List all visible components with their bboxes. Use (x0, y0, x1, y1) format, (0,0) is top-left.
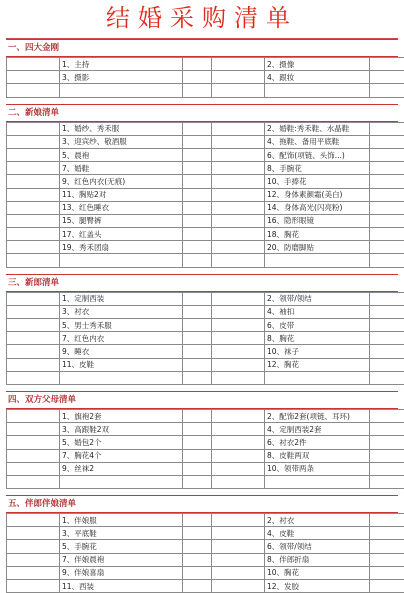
item-cell: 4、皮鞋 (265, 527, 370, 540)
empty-cell (7, 148, 60, 161)
empty-cell (183, 540, 212, 553)
empty-cell (370, 241, 404, 254)
item-cell (265, 371, 370, 384)
empty-cell (212, 175, 265, 188)
table-row (7, 540, 404, 553)
item-cell: 15、腿臀裤 (60, 214, 183, 227)
item-cell: 2、婚鞋:秀禾鞋、水晶鞋 (265, 122, 370, 135)
empty-cell (370, 540, 404, 553)
empty-cell (183, 580, 212, 593)
section-table (6, 409, 404, 489)
empty-cell (370, 228, 404, 241)
item-cell (60, 84, 183, 97)
item-cell (265, 254, 370, 267)
empty-cell (7, 540, 60, 553)
section-table (6, 513, 404, 593)
empty-cell (183, 84, 212, 97)
item-cell: 3、衬衣 (60, 305, 183, 318)
empty-cell (183, 345, 212, 358)
table-row (7, 527, 404, 540)
section-table (6, 292, 404, 385)
empty-cell (370, 475, 404, 488)
item-cell: 3、迎宾纱、敬酒服 (60, 135, 183, 148)
empty-cell (183, 436, 212, 449)
item-cell: 3、高跟鞋2双 (60, 423, 183, 436)
table-row (7, 84, 404, 97)
empty-cell (212, 254, 265, 267)
empty-cell (183, 475, 212, 488)
item-cell (60, 371, 183, 384)
empty-cell (7, 228, 60, 241)
table-row (7, 201, 404, 214)
table-row (7, 241, 404, 254)
item-cell: 4、定制西装2套 (265, 423, 370, 436)
empty-cell (212, 201, 265, 214)
item-cell: 12、发胶 (265, 580, 370, 593)
item-cell: 17、红盖头 (60, 228, 183, 241)
item-cell: 5、晨袍 (60, 148, 183, 161)
empty-cell (370, 122, 404, 135)
empty-cell (7, 319, 60, 332)
item-cell: 3、摄影 (60, 71, 183, 84)
table-row (7, 449, 404, 462)
empty-cell (370, 292, 404, 305)
item-cell: 4、袖扣 (265, 305, 370, 318)
item-cell: 9、丝袜2 (60, 462, 183, 475)
empty-cell (370, 423, 404, 436)
empty-cell (212, 188, 265, 201)
item-cell: 11、皮鞋 (60, 358, 183, 371)
empty-cell (370, 345, 404, 358)
empty-cell (183, 135, 212, 148)
empty-cell (370, 462, 404, 475)
empty-cell (370, 254, 404, 267)
empty-cell (212, 162, 265, 175)
empty-cell (183, 371, 212, 384)
section-heading: 一、四大金刚 (6, 39, 398, 57)
table-row (7, 214, 404, 227)
item-cell: 10、胸花 (265, 566, 370, 579)
empty-cell (183, 527, 212, 540)
empty-cell (7, 58, 60, 71)
empty-cell (183, 71, 212, 84)
section-heading: 二、新娘清单 (6, 104, 398, 122)
section-heading: 四、双方父母清单 (6, 391, 398, 409)
empty-cell (183, 228, 212, 241)
item-cell: 1、定制西装 (60, 292, 183, 305)
table-row (7, 358, 404, 371)
item-cell: 9、红色内衣(无痕) (60, 175, 183, 188)
empty-cell (212, 553, 265, 566)
empty-cell (7, 201, 60, 214)
empty-cell (183, 201, 212, 214)
empty-cell (370, 358, 404, 371)
empty-cell (183, 254, 212, 267)
item-cell: 7、红色内衣 (60, 332, 183, 345)
empty-cell (370, 553, 404, 566)
empty-cell (212, 135, 265, 148)
item-cell: 3、平底鞋 (60, 527, 183, 540)
empty-cell (183, 305, 212, 318)
empty-cell (7, 580, 60, 593)
empty-cell (7, 423, 60, 436)
empty-cell (7, 162, 60, 175)
table-row (7, 553, 404, 566)
item-cell: 6、皮带 (265, 319, 370, 332)
item-cell (265, 84, 370, 97)
item-cell: 7、胸花4个 (60, 449, 183, 462)
empty-cell (212, 332, 265, 345)
empty-cell (7, 371, 60, 384)
table-row (7, 148, 404, 161)
empty-cell (370, 162, 404, 175)
empty-cell (212, 58, 265, 71)
empty-cell (212, 580, 265, 593)
item-cell: 1、旗袍2套 (60, 409, 183, 422)
item-cell: 7、婚鞋 (60, 162, 183, 175)
table-row (7, 514, 404, 527)
empty-cell (7, 122, 60, 135)
item-cell: 11、胸贴2对 (60, 188, 183, 201)
item-cell: 10、手捧花 (265, 175, 370, 188)
empty-cell (370, 409, 404, 422)
empty-cell (183, 241, 212, 254)
empty-cell (212, 122, 265, 135)
empty-cell (212, 71, 265, 84)
empty-cell (370, 332, 404, 345)
section-table (6, 122, 404, 268)
table-row (7, 135, 404, 148)
empty-cell (212, 214, 265, 227)
item-cell: 2、衬衣 (265, 514, 370, 527)
empty-cell (183, 292, 212, 305)
empty-cell (183, 148, 212, 161)
empty-cell (7, 135, 60, 148)
empty-cell (7, 436, 60, 449)
empty-cell (370, 305, 404, 318)
empty-cell (212, 436, 265, 449)
section-heading: 五、伴郎伴娘清单 (6, 495, 398, 513)
empty-cell (370, 58, 404, 71)
item-cell: 4、拖鞋、备用平底鞋 (265, 135, 370, 148)
empty-cell (370, 449, 404, 462)
table-row (7, 475, 404, 488)
empty-cell (7, 332, 60, 345)
table-row (7, 188, 404, 201)
empty-cell (370, 71, 404, 84)
table-row (7, 423, 404, 436)
item-cell: 6、配饰(项链、头饰...) (265, 148, 370, 161)
empty-cell (212, 462, 265, 475)
empty-cell (183, 449, 212, 462)
item-cell: 1、婚纱、秀禾服 (60, 122, 183, 135)
empty-cell (7, 175, 60, 188)
empty-cell (370, 201, 404, 214)
empty-cell (7, 449, 60, 462)
empty-cell (183, 175, 212, 188)
empty-cell (7, 553, 60, 566)
empty-cell (7, 71, 60, 84)
empty-cell (212, 292, 265, 305)
page-title: 结婚采购清单 (6, 0, 398, 39)
empty-cell (7, 305, 60, 318)
empty-cell (212, 423, 265, 436)
empty-cell (212, 371, 265, 384)
item-cell: 11、西装 (60, 580, 183, 593)
item-cell: 10、领带两条 (265, 462, 370, 475)
section-table (6, 57, 404, 98)
empty-cell (212, 319, 265, 332)
item-cell: 6、衬衣2件 (265, 436, 370, 449)
item-cell: 13、红色睡衣 (60, 201, 183, 214)
item-cell (265, 475, 370, 488)
empty-cell (212, 358, 265, 371)
table-row (7, 409, 404, 422)
empty-cell (183, 214, 212, 227)
item-cell: 2、配饰2套(项链、耳环) (265, 409, 370, 422)
empty-cell (370, 188, 404, 201)
empty-cell (183, 358, 212, 371)
item-cell: 8、伴郎折扇 (265, 553, 370, 566)
table-row (7, 58, 404, 71)
empty-cell (370, 214, 404, 227)
empty-cell (183, 332, 212, 345)
table-row (7, 254, 404, 267)
table-row (7, 580, 404, 593)
empty-cell (370, 148, 404, 161)
table-row (7, 566, 404, 579)
item-cell: 20、防磨脚贴 (265, 241, 370, 254)
empty-cell (7, 292, 60, 305)
table-row (7, 436, 404, 449)
item-cell (60, 475, 183, 488)
empty-cell (7, 514, 60, 527)
item-cell: 12、胸花 (265, 358, 370, 371)
empty-cell (7, 358, 60, 371)
table-row (7, 332, 404, 345)
empty-cell (212, 566, 265, 579)
empty-cell (183, 409, 212, 422)
empty-cell (183, 319, 212, 332)
empty-cell (212, 84, 265, 97)
empty-cell (212, 241, 265, 254)
empty-cell (183, 122, 212, 135)
item-cell: 10、袜子 (265, 345, 370, 358)
empty-cell (212, 409, 265, 422)
item-cell: 9、伴娘喜扇 (60, 566, 183, 579)
table-row (7, 462, 404, 475)
empty-cell (7, 188, 60, 201)
table-row (7, 345, 404, 358)
empty-cell (7, 566, 60, 579)
empty-cell (370, 436, 404, 449)
empty-cell (212, 514, 265, 527)
table-row (7, 162, 404, 175)
item-cell: 18、胸花 (265, 228, 370, 241)
item-cell: 7、伴娘晨袍 (60, 553, 183, 566)
table-row (7, 305, 404, 318)
table-row (7, 228, 404, 241)
empty-cell (183, 423, 212, 436)
empty-cell (212, 345, 265, 358)
empty-cell (183, 162, 212, 175)
table-row (7, 319, 404, 332)
empty-cell (7, 254, 60, 267)
empty-cell (212, 148, 265, 161)
empty-cell (7, 345, 60, 358)
table-row (7, 71, 404, 84)
empty-cell (7, 214, 60, 227)
item-cell: 1、伴娘服 (60, 514, 183, 527)
item-cell: 16、隐形眼镜 (265, 214, 370, 227)
item-cell: 6、领带/领结 (265, 540, 370, 553)
item-cell: 4、跟妆 (265, 71, 370, 84)
empty-cell (183, 514, 212, 527)
item-cell: 5、男士秀禾服 (60, 319, 183, 332)
empty-cell (7, 527, 60, 540)
empty-cell (183, 566, 212, 579)
item-cell: 5、手腕花 (60, 540, 183, 553)
empty-cell (370, 175, 404, 188)
empty-cell (370, 135, 404, 148)
table-row (7, 122, 404, 135)
empty-cell (370, 319, 404, 332)
empty-cell (212, 540, 265, 553)
empty-cell (212, 305, 265, 318)
empty-cell (7, 409, 60, 422)
item-cell: 2、摄像 (265, 58, 370, 71)
item-cell: 2、领带/领结 (265, 292, 370, 305)
sections-container (0, 39, 404, 593)
empty-cell (370, 514, 404, 527)
empty-cell (370, 580, 404, 593)
empty-cell (212, 527, 265, 540)
item-cell: 8、手腕花 (265, 162, 370, 175)
item-cell (60, 254, 183, 267)
empty-cell (183, 58, 212, 71)
empty-cell (183, 553, 212, 566)
empty-cell (370, 371, 404, 384)
empty-cell (370, 84, 404, 97)
table-row (7, 292, 404, 305)
item-cell: 8、胸花 (265, 332, 370, 345)
empty-cell (370, 566, 404, 579)
empty-cell (183, 462, 212, 475)
empty-cell (370, 527, 404, 540)
item-cell: 14、身体高光(闪亮粉) (265, 201, 370, 214)
empty-cell (212, 475, 265, 488)
item-cell: 12、身体素颜霜(美白) (265, 188, 370, 201)
empty-cell (7, 475, 60, 488)
table-row (7, 371, 404, 384)
item-cell: 8、皮鞋两双 (265, 449, 370, 462)
empty-cell (183, 188, 212, 201)
empty-cell (7, 241, 60, 254)
empty-cell (7, 462, 60, 475)
item-cell: 1、主持 (60, 58, 183, 71)
item-cell: 9、睡衣 (60, 345, 183, 358)
table-row (7, 175, 404, 188)
item-cell: 19、秀禾团扇 (60, 241, 183, 254)
empty-cell (212, 228, 265, 241)
empty-cell (7, 84, 60, 97)
item-cell: 5、婚包2个 (60, 436, 183, 449)
empty-cell (212, 449, 265, 462)
section-heading: 三、新郎清单 (6, 274, 398, 292)
